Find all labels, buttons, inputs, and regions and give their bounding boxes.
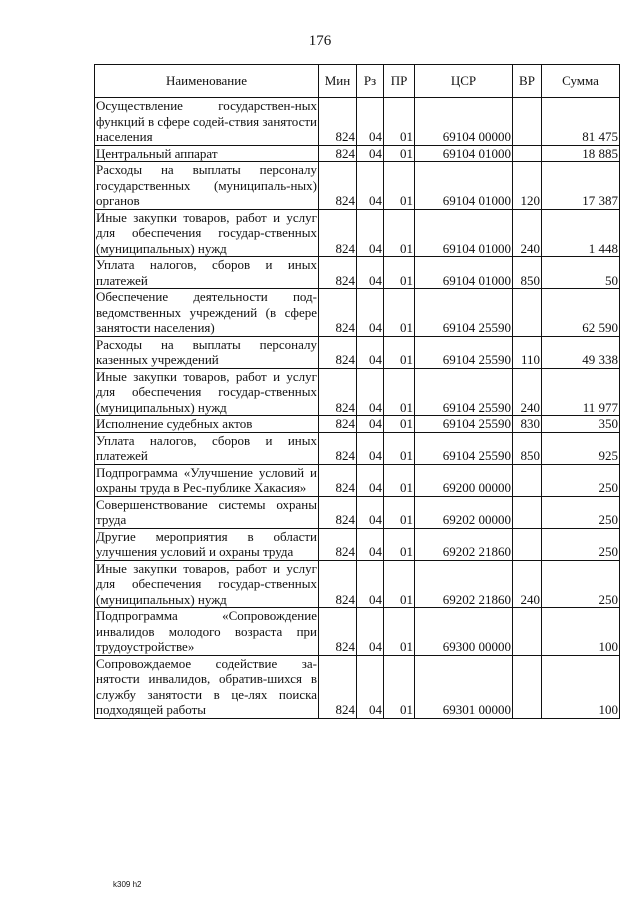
header-row: [95, 65, 620, 98]
row-pr: 01: [384, 145, 415, 162]
table-row: [95, 528, 620, 560]
row-csr: 69202 21860: [415, 560, 513, 608]
row-rz: 04: [357, 289, 384, 337]
table-row: [95, 416, 620, 433]
row-sum: 50: [542, 257, 620, 289]
row-name: Уплата налогов, сборов и иных платежей: [96, 257, 317, 288]
header-vr: ВР: [513, 65, 542, 98]
row-min: 824: [319, 209, 357, 257]
row-name: Уплата налогов, сборов и иных платежей: [96, 432, 317, 463]
row-name: Расходы на выплаты персоналу казенных учреждений: [96, 336, 317, 367]
row-sum: 100: [542, 655, 620, 718]
row-rz: 04: [357, 608, 384, 656]
row-name: Подпрограмма «Сопровождение инвалидов молодого возраста при трудоустройстве»: [96, 608, 317, 654]
row-rz: 04: [357, 416, 384, 433]
table-row: [95, 496, 620, 528]
row-rz: 04: [357, 257, 384, 289]
budget-table: [94, 64, 620, 719]
row-pr: 01: [384, 655, 415, 718]
row-pr: 01: [384, 257, 415, 289]
row-min: 824: [319, 608, 357, 656]
row-sum: 925: [542, 432, 620, 464]
row-vr: 850: [513, 257, 542, 289]
table-row: [95, 289, 620, 337]
row-csr: 69301 00000: [415, 655, 513, 718]
row-rz: 04: [357, 162, 384, 210]
row-rz: 04: [357, 336, 384, 368]
row-sum: 62 590: [542, 289, 620, 337]
row-rz: 04: [357, 528, 384, 560]
row-vr: [513, 655, 542, 718]
table-row: [95, 257, 620, 289]
row-sum: 250: [542, 496, 620, 528]
row-pr: 01: [384, 416, 415, 433]
row-min: 824: [319, 257, 357, 289]
row-min: 824: [319, 496, 357, 528]
row-rz: 04: [357, 145, 384, 162]
row-sum: 1 448: [542, 209, 620, 257]
row-name: Осуществление государствен-ных функций в сфере содей-ствия занятости населения: [96, 98, 317, 144]
row-pr: 01: [384, 336, 415, 368]
row-csr: 69104 01000: [415, 209, 513, 257]
row-vr: [513, 528, 542, 560]
row-pr: 01: [384, 560, 415, 608]
row-pr: 01: [384, 432, 415, 464]
row-csr: 69104 25590: [415, 432, 513, 464]
row-csr: 69104 25590: [415, 336, 513, 368]
row-pr: 01: [384, 608, 415, 656]
row-rz: 04: [357, 496, 384, 528]
table-row: [95, 368, 620, 416]
row-vr: 830: [513, 416, 542, 433]
row-vr: 240: [513, 209, 542, 257]
row-sum: 250: [542, 528, 620, 560]
header-min: Мин: [319, 65, 357, 98]
row-name: Обеспечение деятельности под-ведомственных учреждений (в сфере занятости населения): [96, 289, 317, 335]
row-rz: 04: [357, 560, 384, 608]
row-sum: 17 387: [542, 162, 620, 210]
row-min: 824: [319, 98, 357, 146]
row-min: 824: [319, 368, 357, 416]
row-pr: 01: [384, 209, 415, 257]
row-csr: 69104 25590: [415, 289, 513, 337]
table-row: [95, 560, 620, 608]
table-row: [95, 336, 620, 368]
row-min: 824: [319, 336, 357, 368]
table-row: [95, 655, 620, 718]
row-csr: 69202 21860: [415, 528, 513, 560]
row-name: Расходы на выплаты персоналу государственных (муниципаль-ных) органов: [96, 162, 317, 208]
row-csr: 69104 25590: [415, 416, 513, 433]
row-sum: 18 885: [542, 145, 620, 162]
row-pr: 01: [384, 368, 415, 416]
row-csr: 69104 25590: [415, 368, 513, 416]
row-name: Подпрограмма «Улучшение условий и охраны труда в Рес-публике Хакасия»: [96, 464, 317, 495]
row-vr: [513, 145, 542, 162]
row-pr: 01: [384, 528, 415, 560]
row-min: 824: [319, 528, 357, 560]
row-min: 824: [319, 162, 357, 210]
row-vr: 120: [513, 162, 542, 210]
row-pr: 01: [384, 496, 415, 528]
row-vr: 850: [513, 432, 542, 464]
row-name: Иные закупки товаров, работ и услуг для обеспечения государ-ственных (муниципальных) нужд: [96, 368, 317, 415]
row-sum: 11 977: [542, 368, 620, 416]
header-csr: ЦСР: [415, 65, 513, 98]
row-min: 824: [319, 464, 357, 496]
row-pr: 01: [384, 162, 415, 210]
footer-code: k309 h2: [113, 880, 142, 889]
row-rz: 04: [357, 368, 384, 416]
row-min: 824: [319, 560, 357, 608]
table-row: [95, 432, 620, 464]
row-csr: 69104 01000: [415, 162, 513, 210]
row-rz: 04: [357, 209, 384, 257]
row-name: Сопровождаемое содействие за-нятости инвалидов, обратив-шихся в службу занятости в це-лях поиска подходящей работы: [96, 655, 317, 717]
row-vr: 240: [513, 368, 542, 416]
row-vr: 110: [513, 336, 542, 368]
row-name: Совершенствование системы охраны труда: [96, 496, 317, 527]
row-name: Другие мероприятия в области улучшения условий и охраны труда: [96, 528, 317, 559]
row-vr: [513, 608, 542, 656]
row-rz: 04: [357, 98, 384, 146]
row-vr: 240: [513, 560, 542, 608]
row-name: Центральный аппарат: [95, 145, 319, 162]
row-rz: 04: [357, 464, 384, 496]
row-csr: 69104 00000: [415, 98, 513, 146]
row-csr: 69202 00000: [415, 496, 513, 528]
row-vr: [513, 496, 542, 528]
table-row: [95, 162, 620, 210]
row-csr: 69104 01000: [415, 257, 513, 289]
row-rz: 04: [357, 655, 384, 718]
table-row: [95, 98, 620, 146]
header-name: Наименование: [95, 65, 319, 98]
row-name: Иные закупки товаров, работ и услуг для обеспечения государ-ственных (муниципальных) нужд: [96, 209, 317, 256]
row-pr: 01: [384, 98, 415, 146]
row-csr: 69104 01000: [415, 145, 513, 162]
row-sum: 350: [542, 416, 620, 433]
row-vr: [513, 289, 542, 337]
row-sum: 250: [542, 560, 620, 608]
row-name: Исполнение судебных актов: [95, 416, 319, 433]
row-rz: 04: [357, 432, 384, 464]
row-csr: 69300 00000: [415, 608, 513, 656]
row-pr: 01: [384, 464, 415, 496]
header-sum: Сумма: [542, 65, 620, 98]
row-min: 824: [319, 432, 357, 464]
row-min: 824: [319, 289, 357, 337]
row-csr: 69200 00000: [415, 464, 513, 496]
table-row: [95, 464, 620, 496]
row-pr: 01: [384, 289, 415, 337]
row-sum: 250: [542, 464, 620, 496]
row-name: Иные закупки товаров, работ и услуг для обеспечения государ-ственных (муниципальных) нужд: [96, 560, 317, 607]
row-vr: [513, 464, 542, 496]
row-min: 824: [319, 655, 357, 718]
row-sum: 81 475: [542, 98, 620, 146]
row-sum: 100: [542, 608, 620, 656]
row-min: 824: [319, 416, 357, 433]
row-sum: 49 338: [542, 336, 620, 368]
row-vr: [513, 98, 542, 146]
header-pr: ПР: [384, 65, 415, 98]
header-rz: Рз: [357, 65, 384, 98]
table-row: [95, 145, 620, 162]
table-row: [95, 608, 620, 656]
row-min: 824: [319, 145, 357, 162]
page-number: 176: [308, 33, 332, 49]
table-row: [95, 209, 620, 257]
